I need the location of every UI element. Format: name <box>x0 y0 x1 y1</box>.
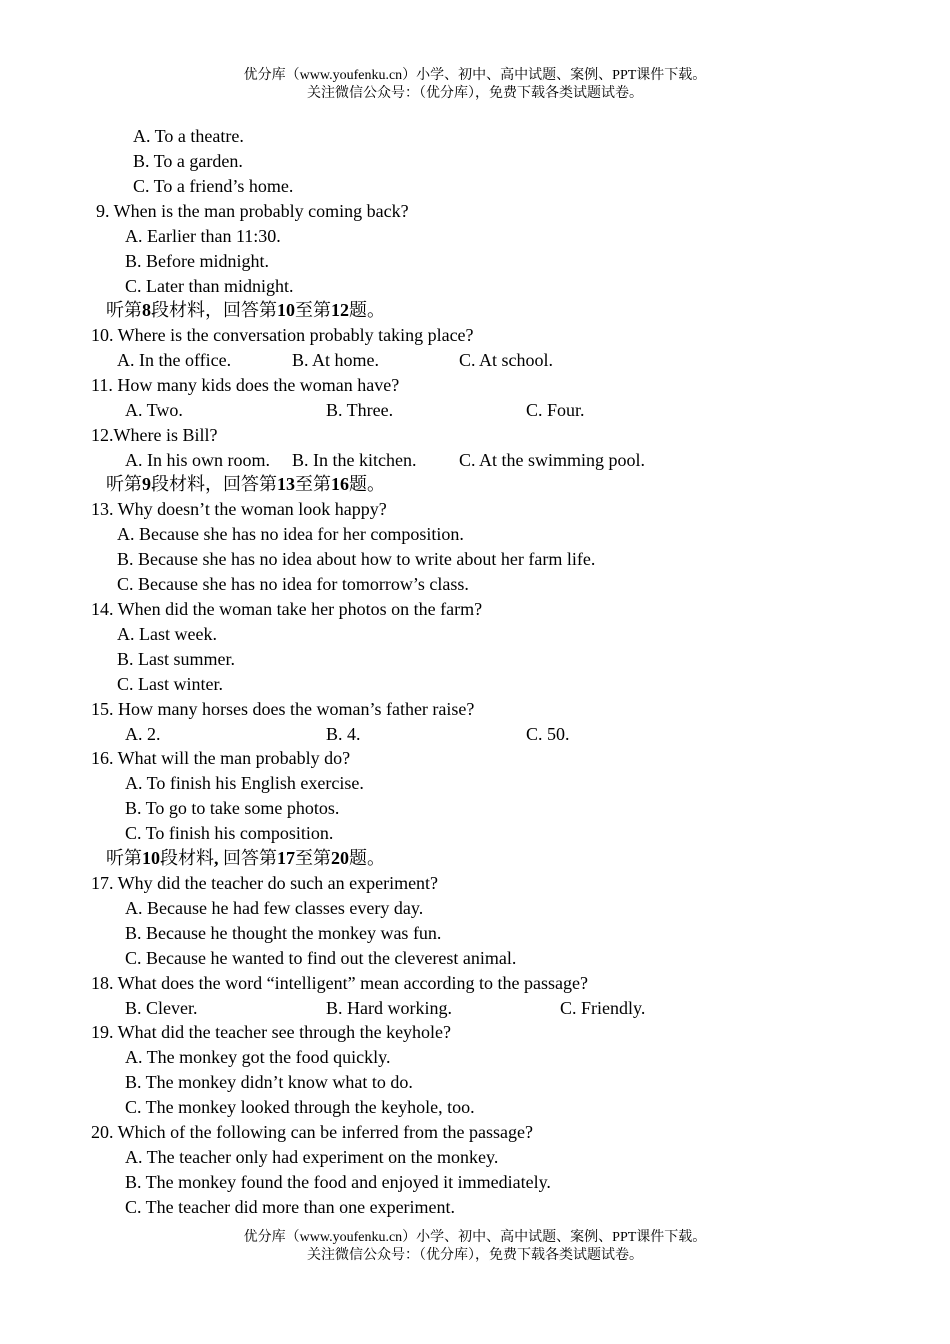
q20-question: 20. Which of the following can be inferred from the passage? <box>91 1122 534 1142</box>
q15-option-a: A. 2. <box>125 724 161 744</box>
q18-option-a: B. Clever. <box>125 998 198 1018</box>
q18-question: 18. What does the word “intelligent” mean according to the passage? <box>91 973 588 993</box>
footer-line-1: 优分库（www.youfenku.cn）小学、初中、高中试题、案例、PPT课件下载。 <box>243 1230 707 1245</box>
q12-question: 12.Where is Bill? <box>91 425 218 445</box>
q18-option-b: B. Hard working. <box>326 998 452 1018</box>
q16-question: 16. What will the man probably do? <box>91 748 351 768</box>
q13-option-b: B. Because she has no idea about how to write about her farm life. <box>117 549 596 569</box>
q14-option-a: A. Last week. <box>117 624 217 644</box>
q19-option-a: A. The monkey got the food quickly. <box>125 1047 391 1067</box>
q11-option-a: A. Two. <box>125 400 183 420</box>
q8-option-a: A. To a theatre. <box>133 126 244 146</box>
section-8-instruction: 听第8段材料，回答第10至第12题。 <box>106 300 385 320</box>
q9-question: 9. When is the man probably coming back? <box>96 201 409 221</box>
q12-option-b: B. In the kitchen. <box>292 450 417 470</box>
q14-option-b: B. Last summer. <box>117 649 235 669</box>
q15-option-b: B. 4. <box>326 724 361 744</box>
q17-question: 17. Why did the teacher do such an experiment? <box>91 873 439 893</box>
q11-option-c: C. Four. <box>526 400 585 420</box>
q16-option-c: C. To finish his composition. <box>125 823 334 843</box>
q16-option-b: B. To go to take some photos. <box>125 798 340 818</box>
q15-question: 15. How many horses does the woman’s father raise? <box>91 699 475 719</box>
header-line-1: 优分库（www.youfenku.cn）小学、初中、高中试题、案例、PPT课件下载。 <box>243 68 707 83</box>
q17-option-a: A. Because he had few classes every day. <box>125 898 424 918</box>
q10-question: 10. Where is the conversation probably taking place? <box>91 325 474 345</box>
q20-option-b: B. The monkey found the food and enjoyed it immediately. <box>125 1172 551 1192</box>
q10-option-b: B. At home. <box>292 350 380 370</box>
q10-option-a: A. In the office. <box>117 350 232 370</box>
q9-option-c: C. Later than midnight. <box>125 276 294 296</box>
q11-option-b: B. Three. <box>326 400 394 420</box>
page-header <box>0 67 950 103</box>
section-10-instruction: 听第10段材料, 回答第17至第20题。 <box>106 848 385 868</box>
section-9-instruction: 听第9段材料，回答第13至第16题。 <box>106 474 385 494</box>
header-line-2: 关注微信公众号：（优分库），免费下载各类试题试卷。 <box>307 86 643 101</box>
q9-option-a: A. Earlier than 11:30. <box>125 226 281 246</box>
q13-option-c: C. Because she has no idea for tomorrow’s class. <box>117 574 469 594</box>
q17-option-b: B. Because he thought the monkey was fun. <box>125 923 442 943</box>
q12-option-a: A. In his own room. <box>125 450 270 470</box>
q13-option-a: A. Because she has no idea for her composition. <box>117 524 464 544</box>
footer-line-2: 关注微信公众号：（优分库），免费下载各类试题试卷。 <box>307 1248 643 1263</box>
q14-question: 14. When did the woman take her photos on the farm? <box>91 599 483 619</box>
q16-option-a: A. To finish his English exercise. <box>125 773 364 793</box>
q14-option-c: C. Last winter. <box>117 674 223 694</box>
page-footer <box>0 1229 950 1265</box>
q12-option-c: C. At the swimming pool. <box>459 450 646 470</box>
q19-option-b: B. The monkey didn’t know what to do. <box>125 1072 413 1092</box>
q19-question: 19. What did the teacher see through the keyhole? <box>91 1022 452 1042</box>
q17-option-c: C. Because he wanted to find out the cleverest animal. <box>125 948 517 968</box>
q11-question: 11. How many kids does the woman have? <box>91 375 400 395</box>
q13-question: 13. Why doesn’t the woman look happy? <box>91 499 387 519</box>
q9-option-b: B. Before midnight. <box>125 251 269 271</box>
q18-option-c: C. Friendly. <box>560 998 646 1018</box>
q8-option-b: B. To a garden. <box>133 151 243 171</box>
q15-option-c: C. 50. <box>526 724 570 744</box>
q20-option-c: C. The teacher did more than one experiment. <box>125 1197 456 1217</box>
q20-option-a: A. The teacher only had experiment on the monkey. <box>125 1147 499 1167</box>
q19-option-c: C. The monkey looked through the keyhole, too. <box>125 1097 475 1117</box>
q8-option-c: C. To a friend’s home. <box>133 176 294 196</box>
q10-option-c: C. At school. <box>459 350 554 370</box>
